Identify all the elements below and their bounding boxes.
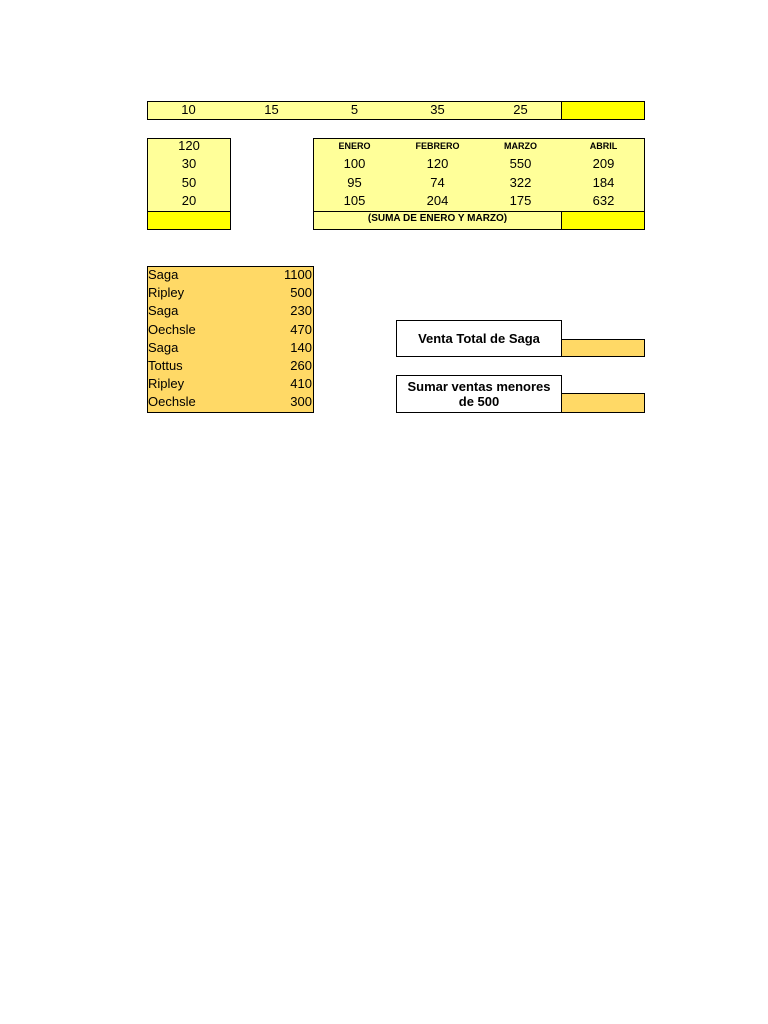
sales-store-cell[interactable]: Ripley	[148, 285, 185, 301]
sales-store-cell[interactable]: Saga	[148, 303, 179, 319]
months-cell[interactable]: 74	[430, 175, 445, 190]
sales-amount-cell[interactable]: 410	[290, 376, 312, 392]
months-footer-label: (SUMA DE ENERO Y MARZO)	[367, 213, 508, 224]
sales-amount-cell[interactable]: 140	[290, 339, 312, 355]
sales-store-cell[interactable]: Ripley	[148, 376, 185, 392]
total-saga-result-cell[interactable]	[561, 339, 645, 357]
months-cell[interactable]: 175	[509, 193, 532, 208]
months-result-cell[interactable]	[561, 211, 645, 230]
top-row-cell[interactable]: 10	[181, 102, 196, 117]
top-row-cell[interactable]: 5	[350, 102, 359, 117]
month-header-marzo: MARZO	[504, 141, 537, 151]
top-row-cell[interactable]: 35	[430, 102, 445, 117]
month-header-febrero: FEBRERO	[415, 141, 460, 151]
left-column-cell[interactable]: 30	[181, 156, 197, 171]
months-cell[interactable]: 120	[426, 156, 449, 171]
sales-amount-cell[interactable]: 230	[290, 303, 312, 319]
sales-store-cell[interactable]: Saga	[148, 339, 179, 355]
sales-amount-cell[interactable]: 470	[290, 321, 312, 337]
top-row-cell[interactable]: 15	[264, 102, 279, 117]
months-cell[interactable]: 184	[592, 175, 615, 190]
months-cell[interactable]: 550	[509, 156, 532, 171]
sales-store-cell[interactable]: Oechsle	[148, 321, 196, 337]
months-cell[interactable]: 632	[592, 193, 615, 208]
months-cell[interactable]: 105	[343, 193, 366, 208]
sales-amount-cell[interactable]: 260	[290, 358, 312, 373]
sum-under-500-label-text: Sumar ventas menores de 500	[407, 379, 551, 409]
months-cell[interactable]: 322	[509, 175, 532, 190]
left-column-cell[interactable]: 50	[181, 175, 197, 190]
left-column-cell[interactable]: 120	[178, 138, 200, 153]
sales-amount-cell[interactable]: 1100	[284, 267, 312, 282]
sum-under-500-result-cell[interactable]	[561, 393, 645, 413]
sales-amount-cell[interactable]: 300	[290, 394, 312, 410]
months-cell[interactable]: 204	[426, 193, 449, 208]
months-cell[interactable]: 95	[347, 175, 362, 190]
total-saga-label	[396, 320, 562, 357]
sum-under-500-label	[396, 375, 562, 413]
sales-store-cell[interactable]: Oechsle	[148, 394, 196, 410]
total-saga-label-text: Venta Total de Saga	[418, 331, 540, 346]
month-header-enero: ENERO	[338, 141, 371, 151]
left-column-result-cell[interactable]	[147, 211, 231, 230]
sales-store-cell[interactable]: Tottus	[148, 358, 183, 373]
month-header-abril: ABRIL	[589, 141, 618, 151]
top-row-result-cell[interactable]	[561, 101, 645, 120]
top-row-cell[interactable]: 25	[513, 102, 528, 117]
months-cell[interactable]: 209	[592, 156, 615, 171]
sales-amount-cell[interactable]: 500	[290, 285, 312, 301]
sales-store-cell[interactable]: Saga	[148, 267, 179, 282]
months-cell[interactable]: 100	[343, 156, 366, 171]
left-column-cell[interactable]: 20	[181, 193, 197, 208]
